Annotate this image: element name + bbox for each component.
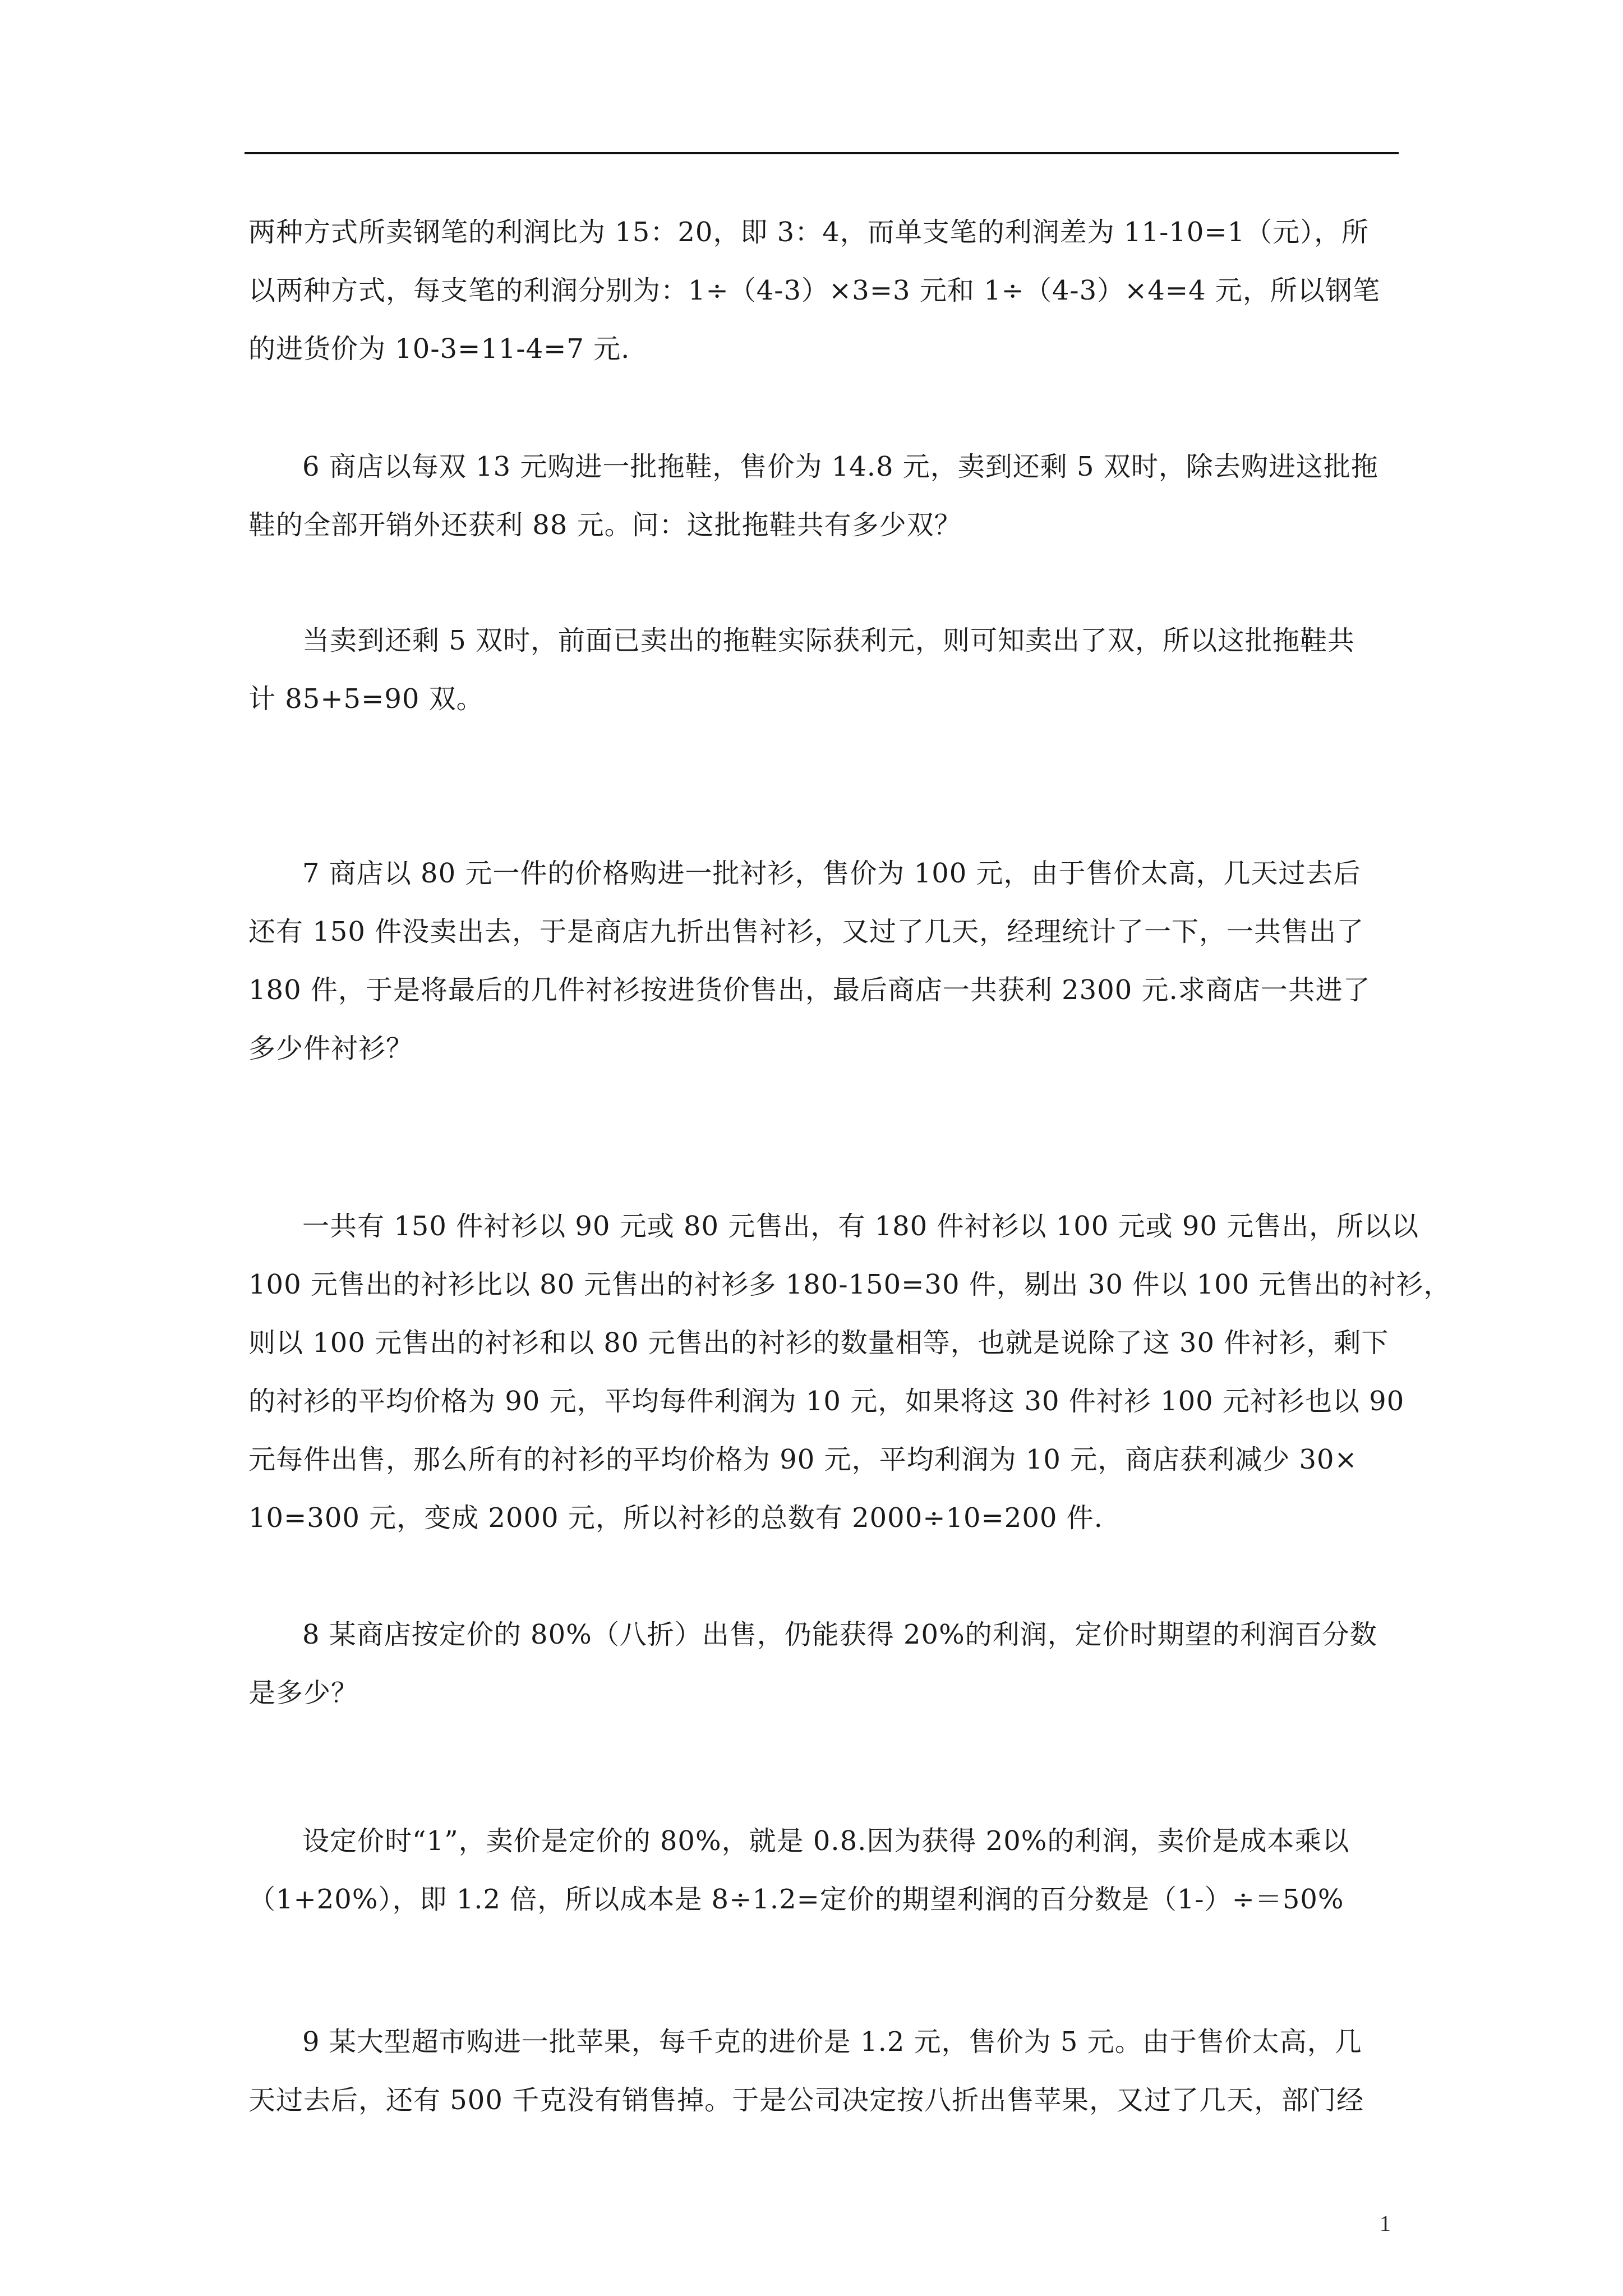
- text-line: 9 某大型超市购进一批苹果，每千克的进价是 1.2 元，售价为 5 元。由于售价太高，几: [302, 2026, 1362, 2058]
- text-line: 当卖到还剩 5 双时，前面已卖出的拖鞋实际获利元，则可知卖出了双，所以这批拖鞋共: [302, 625, 1355, 656]
- text-line: 还有 150 件没卖出去，于是商店九折出售衬衫，又过了几天，经理统计了一下，一共售出了: [248, 916, 1364, 947]
- paragraph-problem-6: [248, 438, 1398, 554]
- text-line: 鞋的全部开销外还获利 88 元。问：这批拖鞋共有多少双？: [248, 509, 962, 541]
- page-number: 1: [1380, 2211, 1391, 2236]
- text-line: 100 元售出的衬衫比以 80 元售出的衬衫多 180-150=30 件，剔出 30 件以 100 元售出的衬衫，: [248, 1269, 1451, 1300]
- text-line: （1+20%），即 1.2 倍，所以成本是 8÷1.2=定价的期望利润的百分数是（1-）÷＝50%: [248, 1884, 1344, 1915]
- text-line: 10=300 元，变成 2000 元，所以衬衫的总数有 2000÷10=200 件.: [248, 1502, 1103, 1534]
- text-line: 以两种方式，每支笔的利润分别为：1÷（4-3）×3=3 元和 1÷（4-3）×4=4 元，所以钢笔: [248, 275, 1380, 306]
- text-line: 天过去后，还有 500 千克没有销售掉。于是公司决定按八折出售苹果，又过了几天，部门经: [248, 2085, 1364, 2116]
- paragraph-problem-7: [248, 844, 1398, 1078]
- header-rule: [245, 152, 1399, 154]
- text-line: 7 商店以 80 元一件的价格购进一批衬衫，售价为 100 元，由于售价太高，几天过去后: [302, 858, 1361, 889]
- paragraph-solution-8: [248, 1812, 1398, 1929]
- text-line: 元每件出售，那么所有的衬衫的平均价格为 90 元，平均利润为 10 元，商店获利减少 30×: [248, 1444, 1358, 1475]
- text-line: 的衬衫的平均价格为 90 元，平均每件利润为 10 元，如果将这 30 件衬衫 100 元衬衫也以 90: [248, 1386, 1405, 1417]
- paragraph-solution-6: [248, 611, 1398, 728]
- text-line: 两种方式所卖钢笔的利润比为 15：20，即 3：4，而单支笔的利润差为 11-10=1（元），所: [248, 217, 1370, 248]
- text-line: 180 件，于是将最后的几件衬衫按进货价售出，最后商店一共获利 2300 元.求商店一共进了: [248, 974, 1371, 1006]
- text-line: 设定价时“1”，卖价是定价的 80%，就是 0.8.因为获得 20%的利润，卖价是成本乘以: [302, 1825, 1350, 1857]
- text-line: 8 某商店按定价的 80%（八折）出售，仍能获得 20%的利润，定价时期望的利润百分数: [302, 1619, 1377, 1650]
- text-line: 计 85+5=90 双。: [248, 683, 484, 715]
- paragraph-problem-9: [248, 2013, 1398, 2129]
- paragraph-solution-7: [248, 1197, 1451, 1547]
- text-line: 的进货价为 10-3=11-4=7 元.: [248, 333, 630, 365]
- text-line: 多少件衬衫？: [248, 1033, 414, 1064]
- paragraph-pen-profit-solution: [248, 203, 1398, 378]
- text-line: 是多少？: [248, 1677, 359, 1709]
- paragraph-problem-8: [248, 1605, 1398, 1722]
- text-line: 6 商店以每双 13 元购进一批拖鞋，售价为 14.8 元，卖到还剩 5 双时，除去购进这批拖: [302, 451, 1378, 482]
- text-line: 则以 100 元售出的衬衫和以 80 元售出的衬衫的数量相等，也就是说除了这 30 件衬衫，剩下: [248, 1327, 1389, 1359]
- text-line: 一共有 150 件衬衫以 90 元或 80 元售出，有 180 件衬衫以 100 元或 90 元售出，所以以: [302, 1211, 1419, 1242]
